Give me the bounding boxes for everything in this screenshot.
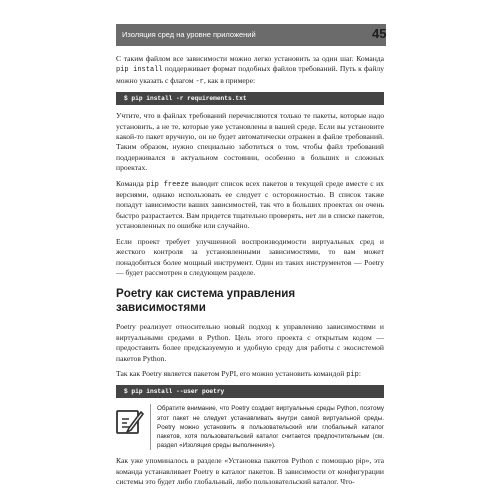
inline-code-r-flag: -r [195,77,204,86]
note-text: Обратите внимание, что Poetry создает виртуальные среды Python, поэтому этот пакет не следует устанавливать внутри самой виртуальной среды. Poetry можно установить в пользовательский или глобальный каталог пакетов, хотя пользовательский каталог считается предпочтительным (см. раздел «Изоляция среды выполнения»). [150,404,384,450]
paragraph-1-text-c: , как в примере: [203,75,256,85]
paragraph-1-text-b: поддерживает формат подобных файлов требований. Путь к файлу можно указать с флагом [116,64,384,85]
pencil-note-icon [116,408,144,436]
page-body [116,54,384,493]
paragraph-1 [116,54,384,87]
paragraph-1-text-a: С таким файлом все зависимости можно легко установить за один шаг. Команда [116,54,384,63]
paragraph-6-text-a: Так как Poetry является пакетом PyPI, его можно установить командой [116,368,347,378]
paragraph-3-text-a: Команда [116,178,147,188]
paragraph-5: Poetry реализует относительно новый подход к управлению зависимостями и виртуальными средами в Python. Цель этого проекта с открытым кодом — предоставить более предсказуемую и удобную среду для работы с экосистемой пакетов Python. [116,322,384,363]
paragraph-3-text-b: выводит список всех пакетов в текущей среде вместе с их версиями, однако использовать ее следует с осторожностью. В список также попадут зависимости ваших зависимостей, так что в больших проектах он очень быстро разрастается. Вам придется тщательно проверять, нет ли в списке пакетов, установленных по ошибке или случайно. [116,178,384,231]
paragraph-4: Если проект требует улучшенной воспроизводимости виртуальных сред и жесткого контроля за установленными зависимостями, то вам может понадобиться более мощный инструмент. Один из таких инструментов — Poetry — будет рассмотрен в следующем разделе. [116,236,384,277]
inline-code-pip: pip [346,370,359,379]
page-number: 45 [372,26,387,41]
paragraph-7: Как уже упоминалось в разделе «Установка пакетов Python с помощью pip», эта команда устанавливает Poetry в каталог пакетов. В зависимости от конфигурации системы это будет либо глобальный, либо пользовательский каталог. Что- [116,456,384,487]
note-box [116,404,384,450]
inline-code-pip-freeze: pip freeze [146,180,189,189]
inline-code-pip-install: pip install [116,66,163,75]
running-header: Изоляция сред на уровне приложений [116,24,386,46]
paragraph-6-text-b: : [358,368,361,378]
code-block-requirements: $ pip install -r requirements.txt [116,92,384,105]
paragraph-3 [116,179,384,232]
code-block-install-poetry: $ pip install --user poetry [116,385,384,398]
paragraph-6 [116,369,384,380]
section-heading: Poetry как система управления зависимостями [116,287,296,315]
paragraph-2: Учтите, что в файлах требований перечисляются только те пакеты, которые надо установить, а не те, которые уже установлены в вашей среде. Если вы установите какой-то пакет вручную, он не будет автоматически отражен в файле требований. Таким образом, нужно специально заботиться о том, чтобы файл требований поддерживался в актуальном состоянии, особенно в больших и сложных проектах. [116,111,384,173]
